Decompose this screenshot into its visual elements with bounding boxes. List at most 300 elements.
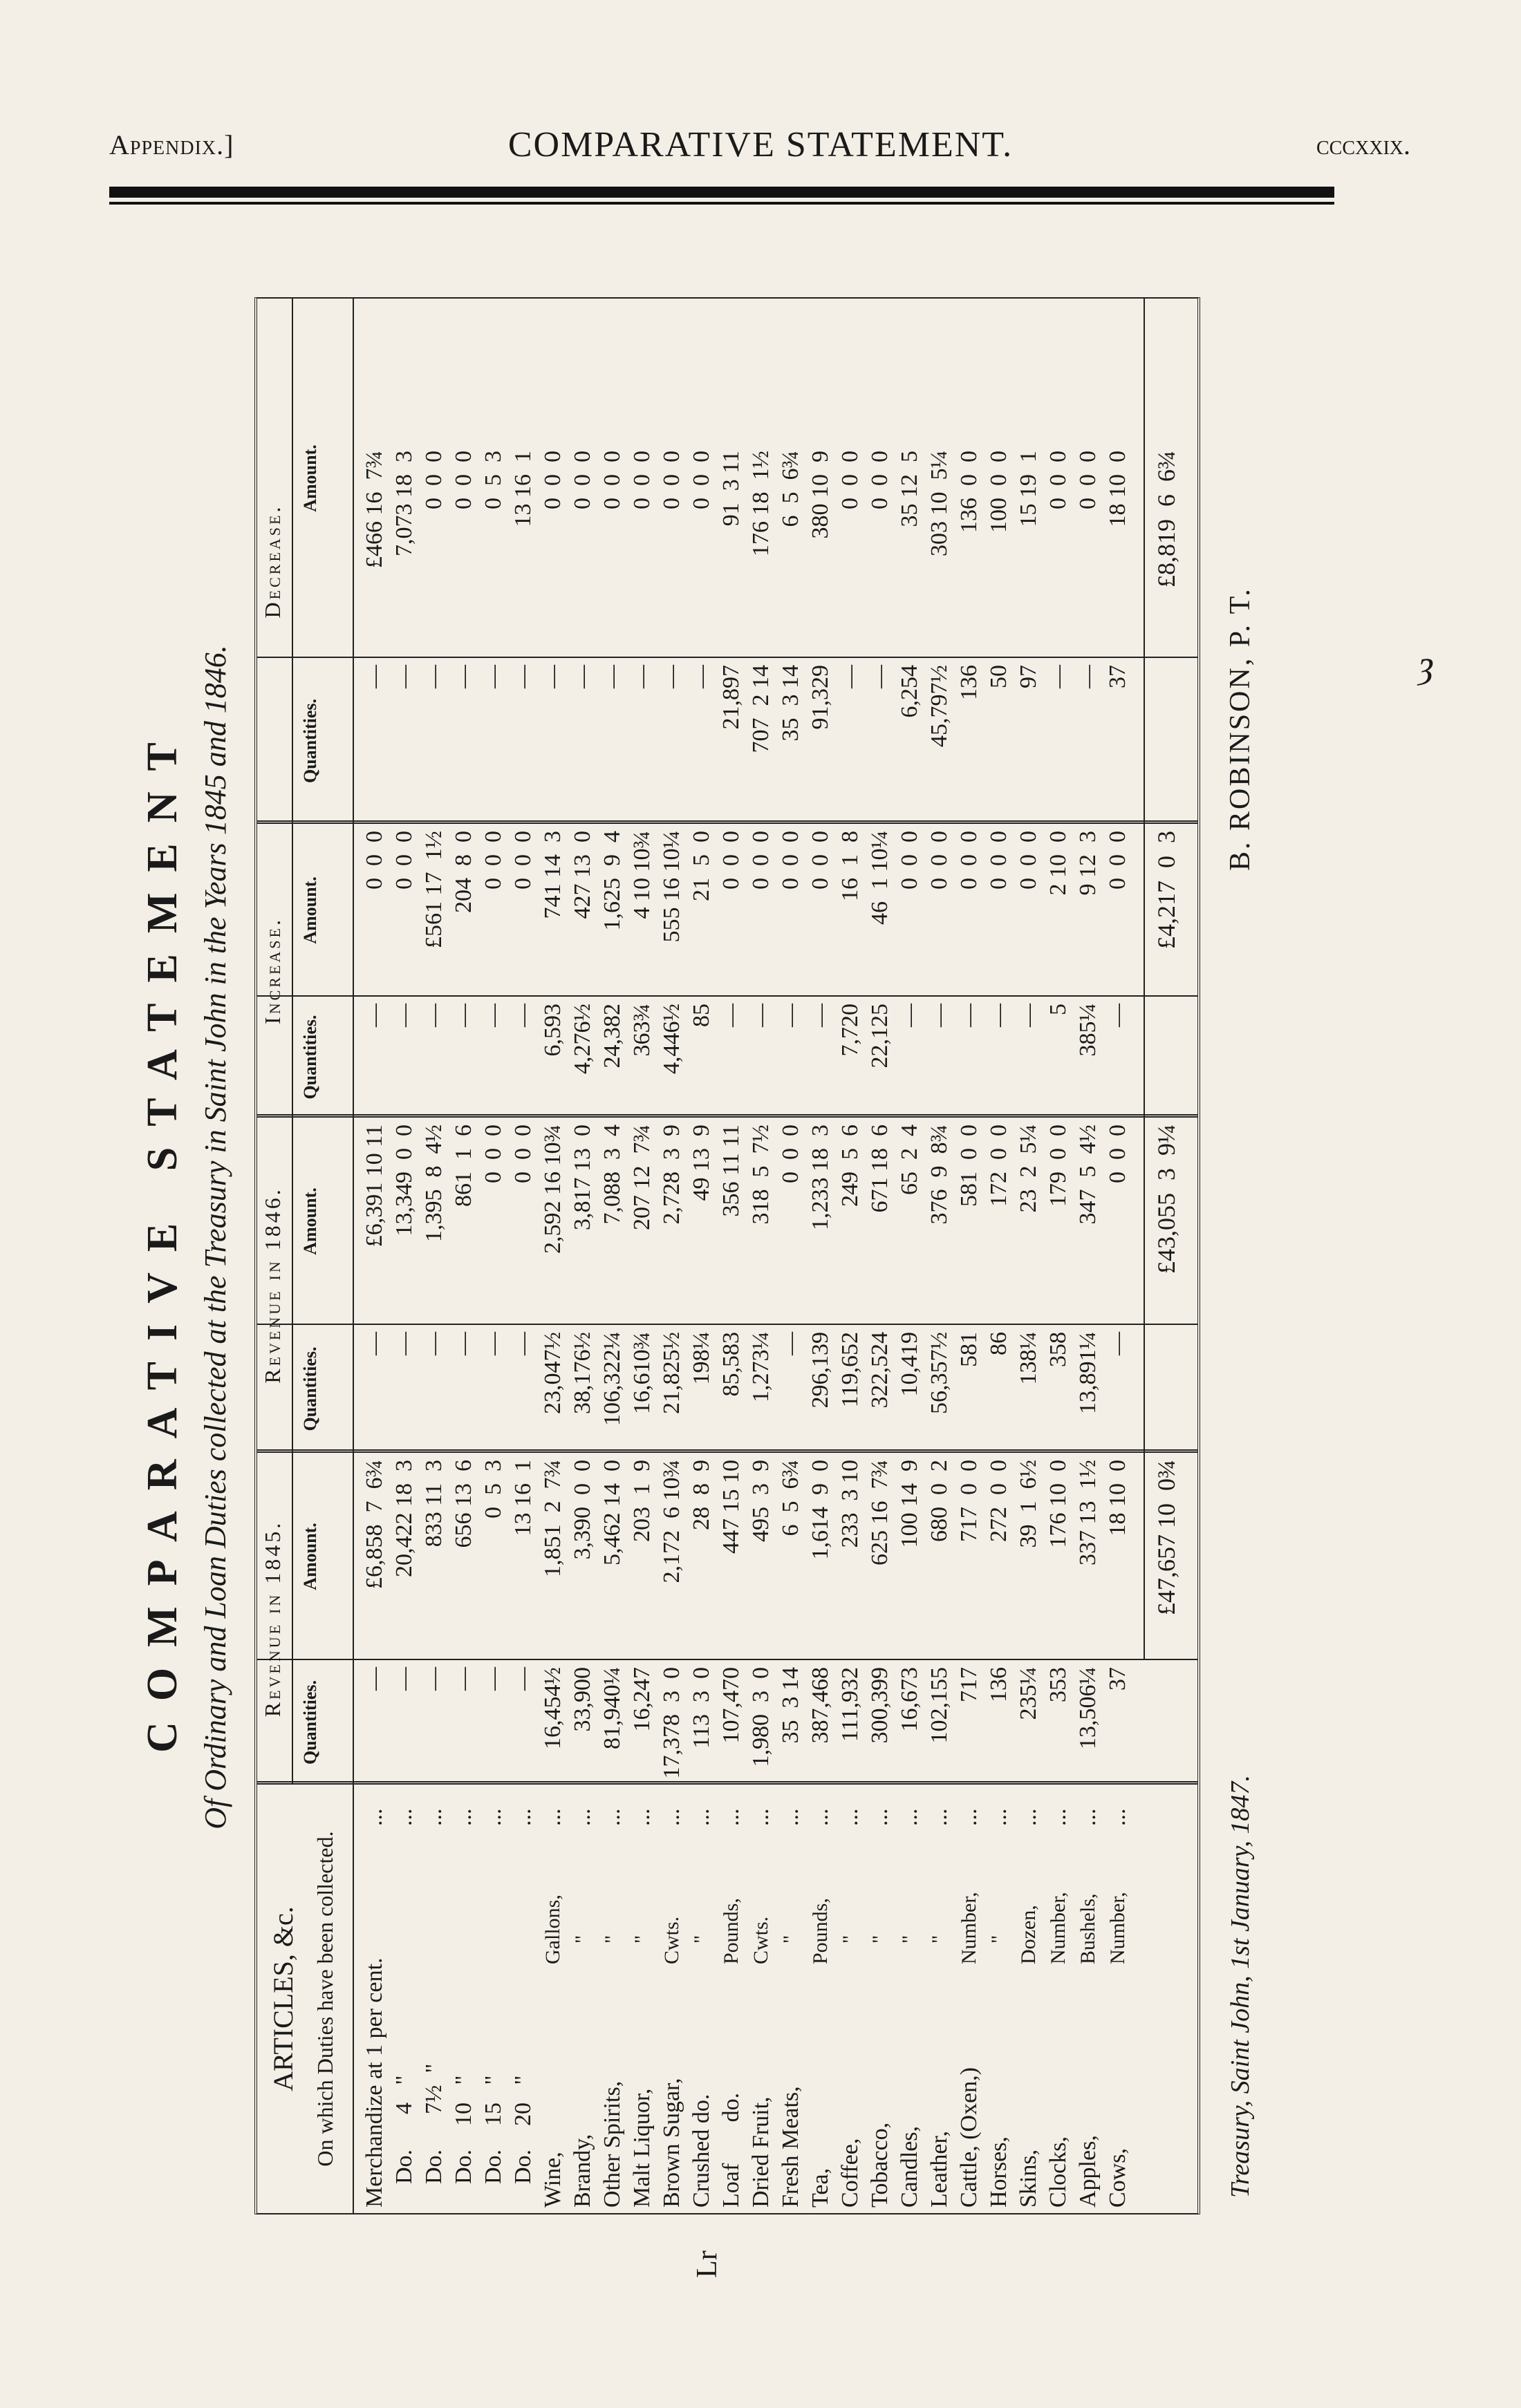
leader-dots: ... [599, 1808, 625, 1826]
leader-dots: ... [629, 1808, 655, 1826]
amount-decrease: 0 5 3 [480, 451, 506, 509]
leader-dots: ... [986, 1808, 1011, 1826]
quantity-decrease: 45,797½ [926, 665, 952, 747]
article-unit: " [631, 1935, 653, 1964]
amount-1846: 671 18 6 [867, 1125, 893, 1213]
article-unit: Cwts. [749, 1916, 772, 1964]
quantity-1846: 21,825½ [659, 1332, 684, 1414]
amount-1846: 249 5 6 [837, 1125, 863, 1207]
amount-1845: 203 1 9 [629, 1460, 655, 1542]
amount-1846: 179 0 0 [1045, 1125, 1071, 1207]
quantity-decrease: — [362, 665, 387, 688]
amount-1846: 0 0 0 [510, 1125, 536, 1183]
amount-1846: 1,233 18 3 [808, 1125, 833, 1230]
quantity-1845: 107,470 [718, 1667, 744, 1744]
article-name: Do. 7½ " [421, 2063, 447, 2208]
quantity-decrease: — [480, 665, 506, 688]
quantity-1846: 296,139 [808, 1332, 833, 1409]
quantity-increase: — [718, 1004, 744, 1027]
quantity-decrease: 91,329 [808, 665, 833, 730]
quantity-increase: — [510, 1004, 536, 1027]
leader-dots: ... [1045, 1808, 1071, 1826]
quantity-increase: 363¾ [629, 1004, 655, 1057]
quantity-increase: — [897, 1004, 922, 1027]
total-1845: £47,657 10 0¾ [1153, 1460, 1180, 1615]
quantity-1846: 16,610¾ [629, 1332, 655, 1414]
quantity-decrease: — [629, 665, 655, 688]
amount-1845: 13 16 1 [510, 1460, 536, 1536]
amount-decrease: 0 0 0 [599, 451, 625, 509]
amount-decrease: 136 0 0 [956, 451, 982, 533]
quantity-decrease: — [510, 665, 536, 688]
leader-dots: ... [659, 1808, 684, 1826]
article-name: Skins, [1016, 2149, 1041, 2208]
quantity-1845: 37 [1105, 1667, 1130, 1691]
amount-increase: 0 0 0 [748, 831, 774, 890]
article-name: Cattle, (Oxen,) [956, 2067, 982, 2208]
quantity-1845: — [362, 1667, 387, 1691]
amount-1846: 376 9 8¾ [926, 1125, 952, 1225]
quantity-increase: 5 [1045, 1004, 1071, 1015]
amount-decrease: £466 16 7¾ [362, 451, 387, 568]
table-row [865, 299, 895, 2213]
group-rule [292, 299, 293, 1785]
quantity-1845: 136 [986, 1667, 1011, 1702]
quantity-1845: 717 [956, 1667, 982, 1702]
amount-decrease: 0 0 0 [1045, 451, 1071, 509]
amount-1845: 625 16 7¾ [867, 1460, 893, 1565]
quantity-increase: 4,276½ [570, 1004, 595, 1074]
amount-1845: 0 5 3 [480, 1460, 506, 1518]
quantity-1846: — [421, 1332, 447, 1355]
article-unit: Dozen, [1017, 1905, 1040, 1964]
table-row [1103, 299, 1132, 2213]
article-name: Candles, [897, 2125, 922, 2208]
amount-increase: 9 12 3 [1075, 831, 1101, 896]
quantity-1846: — [1105, 1332, 1130, 1355]
article-name: Do. 10 " [451, 2075, 476, 2208]
quantity-1845: 13,506¼ [1075, 1667, 1101, 1749]
article-name: Apples, [1075, 2135, 1101, 2208]
article-unit: " [571, 1935, 594, 1964]
amount-increase: 2 10 0 [1045, 831, 1071, 896]
amount-decrease: 0 0 0 [867, 451, 893, 509]
leader-dots: ... [748, 1808, 774, 1826]
amount-increase: 0 0 0 [926, 831, 952, 890]
group-revenue-1845: Revenue in 1845. [260, 1520, 285, 1718]
quantity-1846: — [451, 1332, 476, 1355]
amount-increase: 0 0 0 [480, 831, 506, 890]
article-name: Leather, [926, 2131, 952, 2208]
quantity-increase: — [956, 1004, 982, 1027]
quantity-1845: — [480, 1667, 506, 1691]
amount-1846: 207 12 7¾ [629, 1125, 655, 1230]
quantity-1846: 56,357½ [926, 1332, 952, 1414]
table-row [835, 299, 865, 2213]
quantity-increase: — [480, 1004, 506, 1027]
rotated-statement [138, 235, 1314, 2239]
amount-increase: 0 0 0 [897, 831, 922, 890]
total-increase: £4,217 0 3 [1153, 831, 1180, 949]
quantity-decrease: 21,897 [718, 665, 744, 730]
quantity-1846: — [391, 1332, 417, 1355]
quantity-increase: 4,446½ [659, 1004, 684, 1074]
amount-decrease: 13 16 1 [510, 451, 536, 527]
quantity-1845: 16,454½ [540, 1667, 566, 1749]
quantity-1846: — [510, 1332, 536, 1355]
article-unit: " [779, 1935, 802, 1964]
quantity-1846: 322,524 [867, 1332, 893, 1409]
quantity-increase: — [808, 1004, 833, 1027]
amount-1845: 18 10 0 [1105, 1460, 1130, 1536]
amount-decrease: 303 10 5¼ [926, 451, 952, 556]
header-rule-thin [109, 202, 1334, 205]
amount-increase: 0 0 0 [986, 831, 1011, 890]
amount-increase: 21 5 0 [689, 831, 714, 901]
quantity-decrease: — [659, 665, 684, 688]
amount-1845: 717 0 0 [956, 1460, 982, 1542]
amount-1846: 13,349 0 0 [391, 1125, 417, 1236]
article-name: Malt Liquor, [629, 2088, 655, 2208]
amount-increase: 0 0 0 [510, 831, 536, 890]
quantity-1845: 113 3 0 [689, 1667, 714, 1749]
quantity-decrease: — [1045, 665, 1071, 688]
leader-dots: ... [421, 1808, 447, 1826]
quantity-increase: 385¼ [1075, 1004, 1101, 1057]
quantity-decrease: 37 [1105, 665, 1130, 688]
quantity-decrease: 97 [1016, 665, 1041, 688]
header-rule [353, 299, 354, 2213]
amount-1846: 7,088 3 4 [599, 1125, 625, 1225]
amount-1846: 0 0 0 [1105, 1125, 1130, 1183]
amount-1846: 0 0 0 [480, 1125, 506, 1183]
sub-quantities-increase: Quantities. [300, 1015, 320, 1100]
quantity-1846: 13,891¼ [1075, 1332, 1101, 1414]
amount-decrease: 18 10 0 [1105, 451, 1130, 527]
quantity-decrease: — [599, 665, 625, 688]
article-unit: " [928, 1935, 951, 1964]
leader-dots: ... [956, 1808, 982, 1826]
quantity-decrease: — [837, 665, 863, 688]
leader-dots: ... [540, 1808, 566, 1826]
article-unit: " [601, 1935, 624, 1964]
article-unit: " [690, 1935, 713, 1964]
quantity-decrease: — [451, 665, 476, 688]
amount-increase: 16 1 8 [837, 831, 863, 901]
amount-1846: 581 0 0 [956, 1125, 982, 1207]
quantity-1845: 235¼ [1016, 1667, 1041, 1720]
amount-decrease: 0 0 0 [570, 451, 595, 509]
quantity-increase: — [748, 1004, 774, 1027]
quantity-1846: 138¼ [1016, 1332, 1041, 1385]
quantity-1846: — [778, 1332, 803, 1355]
quantity-1846: — [480, 1332, 506, 1355]
amount-increase: 0 0 0 [1105, 831, 1130, 890]
amount-decrease: 35 12 5 [897, 451, 922, 527]
article-name: Merchandize at 1 per cent. [362, 1957, 387, 2208]
header-appendix: Appendix.] [109, 129, 234, 160]
amount-1845: 272 0 0 [986, 1460, 1011, 1542]
statement-table [254, 297, 1200, 2214]
sub-amount-1846: Amount. [300, 1187, 320, 1255]
amount-decrease: 15 19 1 [1016, 451, 1041, 527]
quantity-1845: — [391, 1667, 417, 1691]
amount-1845: 20,422 18 3 [391, 1460, 417, 1577]
article-unit: " [898, 1935, 921, 1964]
article-name: Other Spirits, [599, 2080, 625, 2208]
article-unit: Bushels, [1076, 1893, 1099, 1964]
amount-1846: 1,395 8 4½ [421, 1125, 447, 1242]
article-name: Loaf do. [718, 2092, 744, 2208]
quantity-1846: — [362, 1332, 387, 1355]
amount-decrease: 176 18 1½ [748, 451, 774, 556]
quantity-decrease: — [391, 665, 417, 688]
quantity-decrease: 35 3 14 [778, 665, 803, 742]
amount-1846: 347 5 4½ [1075, 1125, 1101, 1225]
article-unit: Number, [958, 1892, 980, 1964]
quantity-decrease: — [540, 665, 566, 688]
table-row [924, 299, 954, 2213]
table-row [449, 299, 478, 2213]
table-row [389, 299, 419, 2213]
margin-mark: Lr [691, 2250, 723, 2278]
quantity-1846: 198¼ [689, 1332, 714, 1385]
total-decrease: £8,819 6 6¾ [1153, 451, 1180, 587]
quantity-increase: — [1105, 1004, 1130, 1027]
amount-increase: 427 13 0 [570, 831, 595, 919]
table-row [954, 299, 984, 2213]
quantity-1846: 119,652 [837, 1332, 863, 1408]
article-name: Clocks, [1045, 2136, 1071, 2208]
quantity-1846: 38,176½ [570, 1332, 595, 1414]
article-unit: Gallons, [541, 1894, 564, 1964]
amount-increase: 204 8 0 [451, 831, 476, 913]
table-row [746, 299, 776, 2213]
quantity-increase: — [1016, 1004, 1041, 1027]
amount-1845: 680 0 2 [926, 1460, 952, 1542]
signature: B. ROBINSON, P. T. [1224, 587, 1256, 871]
quantity-1845: 16,673 [897, 1667, 922, 1732]
group-decrease: Decrease. [260, 504, 285, 619]
amount-decrease: 91 3 11 [718, 451, 744, 527]
article-name: Dried Fruit, [748, 2096, 774, 2208]
amount-1846: 49 13 9 [689, 1125, 714, 1201]
amount-increase: 0 0 0 [1016, 831, 1041, 890]
quantity-1845: 353 [1045, 1667, 1071, 1702]
leader-dots: ... [480, 1808, 506, 1826]
table-row [360, 299, 389, 2213]
table-row [478, 299, 508, 2213]
quantity-increase: — [778, 1004, 803, 1027]
table-row [419, 299, 449, 2213]
article-name: Wine, [540, 2152, 566, 2208]
amount-increase: 0 0 0 [391, 831, 417, 890]
leader-dots: ... [778, 1808, 803, 1826]
leader-dots: ... [897, 1808, 922, 1826]
leader-dots: ... [808, 1808, 833, 1826]
quantity-1845: 16,247 [629, 1667, 655, 1732]
amount-decrease: 100 0 0 [986, 451, 1011, 533]
quantity-decrease: 136 [956, 665, 982, 700]
quantity-1846: 86 [986, 1332, 1011, 1355]
articles-subheading: On which Duties have been collected. [312, 1831, 337, 2167]
table-row [1043, 299, 1073, 2213]
amount-decrease: 0 0 0 [689, 451, 714, 509]
quantity-1845: — [510, 1667, 536, 1691]
leader-dots: ... [1016, 1808, 1041, 1826]
amount-1845: 1,851 2 7¾ [540, 1460, 566, 1577]
quantity-decrease: — [867, 665, 893, 688]
amount-increase: 1,625 9 4 [599, 831, 625, 931]
article-unit: Number, [1106, 1892, 1129, 1964]
quantity-increase: — [451, 1004, 476, 1027]
amount-1846: £6,391 10 11 [362, 1125, 387, 1248]
table-row [1073, 299, 1103, 2213]
article-name: Do. 15 " [480, 2075, 506, 2208]
amount-decrease: 0 0 0 [659, 451, 684, 509]
quantity-increase: 85 [689, 1004, 714, 1027]
article-unit: Number, [1047, 1892, 1070, 1964]
table-row [508, 299, 538, 2213]
leader-dots: ... [867, 1808, 893, 1826]
amount-increase: 4 10 10¾ [629, 831, 655, 919]
amount-decrease: 0 0 0 [837, 451, 863, 509]
amount-1845: 176 10 0 [1045, 1460, 1071, 1548]
article-name: Brown Sugar, [659, 2078, 684, 2208]
quantity-1846: 106,322¼ [599, 1332, 625, 1426]
quantity-1845: 300,399 [867, 1667, 893, 1744]
table-row [805, 299, 835, 2213]
article-unit: " [868, 1935, 891, 1964]
quantity-increase: 6,593 [540, 1004, 566, 1057]
amount-1845: 3,390 0 0 [570, 1460, 595, 1560]
quantity-decrease: — [421, 665, 447, 688]
amount-increase: 555 16 10¼ [659, 831, 684, 943]
quantity-decrease: — [570, 665, 595, 688]
table-row [716, 299, 746, 2213]
stray-mark: ȝ [1419, 643, 1434, 686]
amount-1845: 447 15 10 [718, 1460, 744, 1554]
amount-decrease: 380 10 9 [808, 451, 833, 539]
quantity-1845: 111,932 [837, 1667, 863, 1742]
quantity-1845: 387,468 [808, 1667, 833, 1744]
sub-quantities-1846: Quantities. [300, 1346, 320, 1431]
header-rule [109, 187, 1334, 198]
amount-1846: 172 0 0 [986, 1125, 1011, 1207]
quantity-1846: 581 [956, 1332, 982, 1367]
amount-1846: 0 0 0 [778, 1125, 803, 1183]
quantity-1846: 10,419 [897, 1332, 922, 1397]
table-row [776, 299, 805, 2213]
leader-dots: ... [1105, 1808, 1130, 1826]
table-row [657, 299, 687, 2213]
amount-1846: 3,817 13 0 [570, 1125, 595, 1230]
quantity-1845: 102,155 [926, 1667, 952, 1744]
amount-1845: 337 13 1½ [1075, 1460, 1101, 1565]
statement-title: COMPARATIVE STATEMENT [139, 722, 186, 1753]
article-name: Do. 20 " [510, 2075, 536, 2208]
article-name: Coffee, [837, 2138, 863, 2208]
amount-decrease: 7,073 18 3 [391, 451, 417, 556]
amount-increase: 0 0 0 [808, 831, 833, 890]
amount-1846: 861 1 6 [451, 1125, 476, 1207]
amount-1845: 1,614 9 0 [808, 1460, 833, 1560]
quantity-decrease: 50 [986, 665, 1011, 688]
amount-1846: 2,728 3 9 [659, 1125, 684, 1225]
table-row [687, 299, 716, 2213]
quantity-increase: — [391, 1004, 417, 1027]
amount-1846: 23 2 5¼ [1016, 1125, 1041, 1213]
article-name: Crushed do. [689, 2094, 714, 2208]
leader-dots: ... [689, 1808, 714, 1826]
leader-dots: ... [1075, 1808, 1101, 1826]
amount-increase: 741 14 3 [540, 831, 566, 919]
amount-increase: 46 1 10¼ [867, 831, 893, 925]
amount-1845: 833 11 3 [421, 1460, 447, 1548]
amount-decrease: 0 0 0 [540, 451, 566, 509]
article-name: Fresh Meats, [778, 2086, 803, 2208]
quantity-increase: 22,125 [867, 1004, 893, 1069]
article-unit: " [839, 1935, 861, 1964]
header-title: COMPARATIVE STATEMENT. [507, 125, 1014, 164]
quantity-increase: 24,382 [599, 1004, 625, 1069]
total-rule [1144, 299, 1145, 1660]
quantity-1846: 23,047½ [540, 1332, 566, 1414]
table-row [538, 299, 568, 2213]
amount-1845: 2,172 6 10¾ [659, 1460, 684, 1583]
articles-heading: ARTICLES, &c. [268, 1906, 299, 2091]
quantity-decrease: 707 2 14 [748, 665, 774, 753]
article-unit: " [987, 1935, 1010, 1964]
sub-quantities-1845: Quantities. [300, 1680, 320, 1765]
amount-1845: 100 14 9 [897, 1460, 922, 1548]
amount-1846: 356 11 11 [718, 1125, 744, 1217]
amount-increase: 0 0 0 [362, 831, 387, 890]
amount-1845: 39 1 6½ [1016, 1460, 1041, 1548]
amount-1846: 2,592 16 10¾ [540, 1125, 566, 1254]
quantity-increase: 7,720 [837, 1004, 863, 1057]
quantity-increase: — [362, 1004, 387, 1027]
quantity-increase: — [986, 1004, 1011, 1027]
amount-decrease: 0 0 0 [421, 451, 447, 509]
sub-quantities-decrease: Quantities. [300, 698, 320, 784]
amount-1845: 495 3 9 [748, 1460, 774, 1542]
quantity-1846: 1,273¼ [748, 1332, 774, 1402]
table-row [627, 299, 657, 2213]
amount-1845: 6 5 6¾ [778, 1460, 803, 1536]
quantity-1845: — [421, 1667, 447, 1691]
leader-dots: ... [926, 1808, 952, 1826]
article-unit: Cwts. [660, 1916, 683, 1964]
quantity-1845: 35 3 14 [778, 1667, 803, 1744]
table-row [984, 299, 1014, 2213]
article-name: Do. 4 " [391, 2075, 417, 2208]
article-unit: Pounds, [809, 1898, 832, 1964]
quantity-increase: — [926, 1004, 952, 1027]
quantity-1845: 33,900 [570, 1667, 595, 1732]
statement-subtitle: Of Ordinary and Loan Duties collected at the Treasury in Saint John in the Years 1845 and 1846. [198, 645, 232, 1829]
table-row [895, 299, 924, 2213]
quantity-increase: — [421, 1004, 447, 1027]
amount-decrease: 6 5 6¾ [778, 451, 803, 527]
page-number: cccxxix. [1316, 129, 1410, 160]
amount-decrease: 0 0 0 [451, 451, 476, 509]
totals-row [1149, 299, 1184, 2213]
amount-decrease: 0 0 0 [1075, 451, 1101, 509]
quantity-1845: 81,940¼ [599, 1667, 625, 1749]
amount-1845: £6,858 7 6¾ [362, 1460, 387, 1589]
article-name: Horses, [986, 2136, 1011, 2208]
